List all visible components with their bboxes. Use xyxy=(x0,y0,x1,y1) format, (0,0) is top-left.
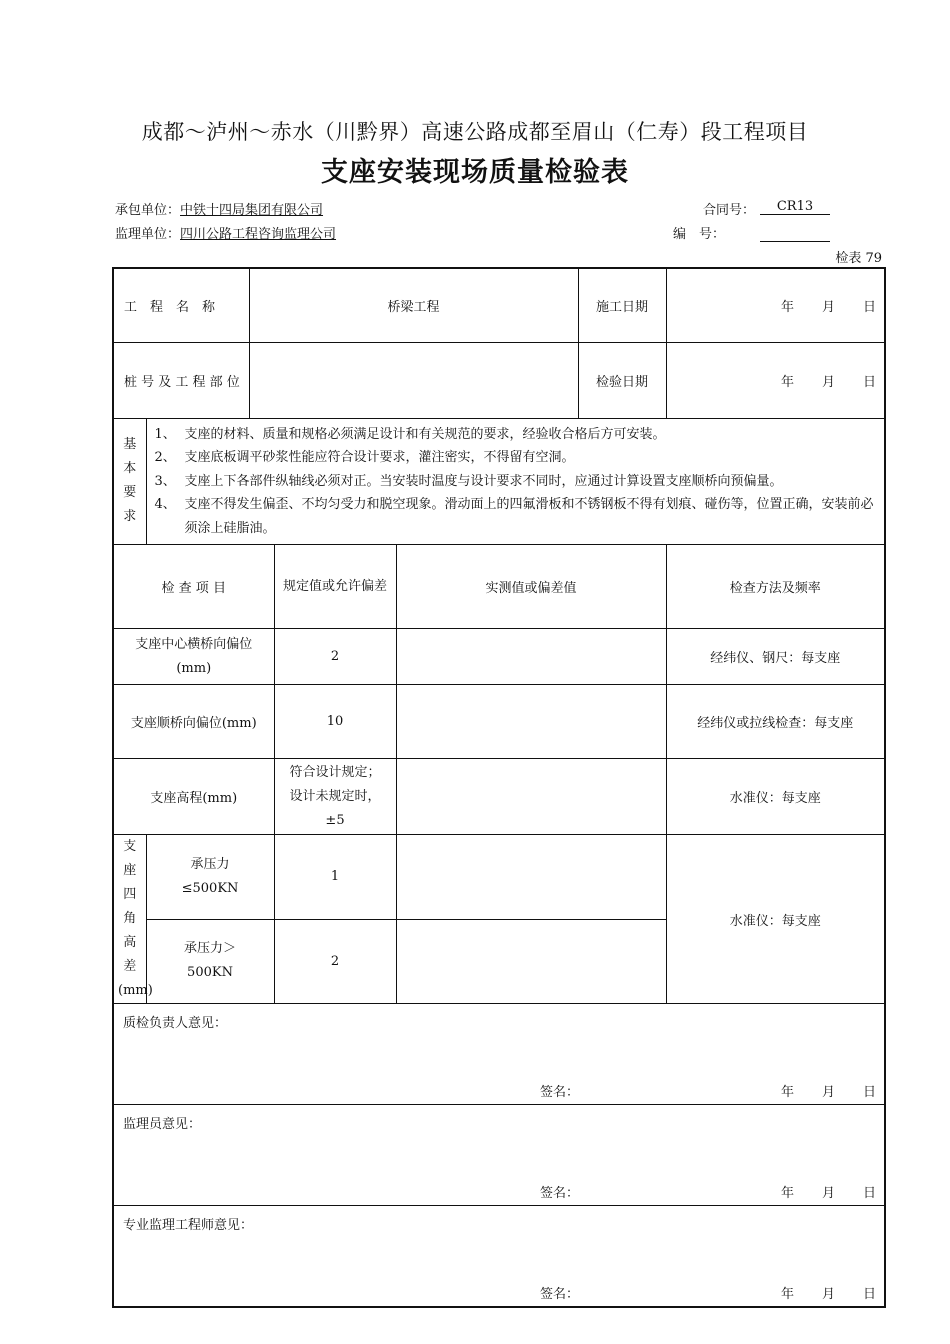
date-year: 年 xyxy=(780,1085,794,1100)
project-subtitle: 成都～泸州～赤水（川黔界）高速公路成都至眉山（仁寿）段工程项目 xyxy=(141,120,809,144)
spec-value: 2 xyxy=(274,629,396,685)
requirements-row xyxy=(113,418,885,545)
date-year: 年 xyxy=(780,1286,794,1302)
corner-item: 承压力≤500KN xyxy=(146,835,274,920)
date-month: 月 xyxy=(821,1186,835,1201)
spec-value: 10 xyxy=(274,685,396,759)
requirement-number: 4、 xyxy=(154,497,176,512)
project-name-label: 工 程 名 称 xyxy=(113,268,249,342)
date-month: 月 xyxy=(821,1085,835,1100)
spec-header: 规定值或允许偏差 xyxy=(274,545,396,629)
requirement-text: 支座上下各部件纵轴线必须对正。当安装时温度与设计要求不同时，应通过计算设置支座顺桥向预偏量。 xyxy=(184,473,783,489)
inspection-date-label: 检验日期 xyxy=(578,342,666,418)
requirements-label-char: 基 xyxy=(123,437,137,453)
opinion-label: 专业监理工程师意见： xyxy=(123,1218,254,1233)
supervisor-value: 四川公路工程咨询监理公司 xyxy=(180,227,337,242)
date-day: 日 xyxy=(863,1085,877,1100)
measured-value xyxy=(396,685,666,759)
requirement-item xyxy=(155,470,879,494)
check-item: 支座顺桥向偏位(mm) xyxy=(113,685,274,759)
check-method: 水准仪：每支座 xyxy=(666,835,885,1004)
requirement-number: 1、 xyxy=(154,426,176,442)
contract-no-value: CR13 xyxy=(760,199,830,215)
measured-header: 实测值或偏差值 xyxy=(396,545,666,629)
engineer-opinion-cell xyxy=(113,1206,885,1307)
date-year: 年 xyxy=(780,299,794,315)
opinion-row xyxy=(113,1105,885,1206)
qc-opinion-cell xyxy=(113,1004,885,1105)
check-method: 水准仪：每支座 xyxy=(666,759,885,835)
supervisor-line xyxy=(115,223,336,242)
signature-label: 签名： xyxy=(540,1085,580,1100)
station-row xyxy=(113,342,885,418)
requirement-text: 支座的材料、质量和规格必须满足设计和有关规范的要求，经验收合格后方可安装。 xyxy=(184,426,666,442)
requirement-number: 2、 xyxy=(154,450,176,465)
requirement-item xyxy=(155,493,879,540)
requirement-item xyxy=(155,446,879,470)
requirements-label xyxy=(113,418,146,545)
construction-date-value xyxy=(666,268,885,342)
inspection-date-value xyxy=(666,342,885,418)
construction-date-label: 施工日期 xyxy=(578,268,666,342)
date-year: 年 xyxy=(780,1186,794,1201)
opinion-date xyxy=(753,1081,876,1100)
spec-value: 2 xyxy=(274,919,396,1004)
check-item: 支座中心横桥向偏位(mm) xyxy=(113,629,274,685)
date-day: 日 xyxy=(863,1186,877,1201)
check-item: 支座高程(mm) xyxy=(113,759,274,835)
check-header-row xyxy=(113,545,885,629)
inspection-form-table xyxy=(112,267,886,1308)
contractor-line xyxy=(115,199,323,218)
opinion-date xyxy=(753,1283,876,1302)
corner-item: 承压力＞500KN xyxy=(146,919,274,1004)
requirement-number: 3、 xyxy=(154,473,176,489)
station-label: 桩 号 及 工 程 部 位 xyxy=(113,342,249,418)
check-row xyxy=(113,759,885,835)
contractor-value: 中铁十四局集团有限公司 xyxy=(180,203,324,218)
form-title: 支座安装现场质量检验表 xyxy=(321,157,629,188)
supervisor-label: 监理单位： xyxy=(115,227,181,242)
project-name-value: 桥梁工程 xyxy=(249,268,578,342)
signature-label: 签名： xyxy=(540,1186,580,1201)
date-month: 月 xyxy=(821,374,835,390)
requirements-label-char: 本 xyxy=(123,461,137,477)
measured-value xyxy=(396,835,666,920)
spec-value: 符合设计规定；设计未规定时，±5 xyxy=(274,759,396,835)
requirements-label-char: 要 xyxy=(123,485,137,501)
requirement-text: 支座底板调平砂浆性能应符合设计要求，灌注密实，不得留有空洞。 xyxy=(184,450,575,465)
opinion-label: 监理员意见： xyxy=(123,1117,202,1132)
corner-row xyxy=(113,835,885,920)
date-day: 日 xyxy=(863,374,877,390)
project-name-row xyxy=(113,268,885,342)
measured-value xyxy=(396,629,666,685)
station-value xyxy=(249,342,578,418)
check-row xyxy=(113,685,885,759)
check-item-header: 检 查 项 目 xyxy=(113,545,274,629)
date-month: 月 xyxy=(821,1286,835,1302)
spec-value: 1 xyxy=(274,835,396,920)
form-number: 检表 79 xyxy=(835,251,882,266)
contract-no-label: 合同号： xyxy=(703,203,756,218)
contractor-label: 承包单位： xyxy=(115,203,181,218)
requirement-item xyxy=(155,423,879,447)
requirements-list xyxy=(146,418,885,545)
requirement-text: 支座不得发生偏歪、不均匀受力和脱空现象。滑动面上的四氟滑板和不锈钢板不得有划痕、碰伤等，位置正确，安装前必须涂上硅脂油。 xyxy=(184,497,874,536)
opinion-row xyxy=(113,1206,885,1307)
opinion-date xyxy=(753,1182,876,1201)
measured-value xyxy=(396,759,666,835)
serial-value xyxy=(760,223,830,242)
opinion-label: 质检负责人意见： xyxy=(123,1016,228,1031)
signature-label: 签名： xyxy=(540,1286,580,1302)
corner-group-label: 支座四角高差(mm) xyxy=(113,835,146,1004)
requirements-label-char: 求 xyxy=(123,509,137,525)
date-month: 月 xyxy=(821,299,835,315)
check-method: 经纬仪或拉线检查：每支座 xyxy=(666,685,885,759)
serial-label: 编 号： xyxy=(673,227,726,242)
check-row xyxy=(113,629,885,685)
check-method: 经纬仪、钢尺：每支座 xyxy=(666,629,885,685)
date-year: 年 xyxy=(780,374,794,390)
date-day: 日 xyxy=(863,299,877,315)
date-day: 日 xyxy=(863,1286,877,1302)
measured-value xyxy=(396,919,666,1004)
supervisor-opinion-cell xyxy=(113,1105,885,1206)
method-header: 检查方法及频率 xyxy=(666,545,885,629)
opinion-row xyxy=(113,1004,885,1105)
